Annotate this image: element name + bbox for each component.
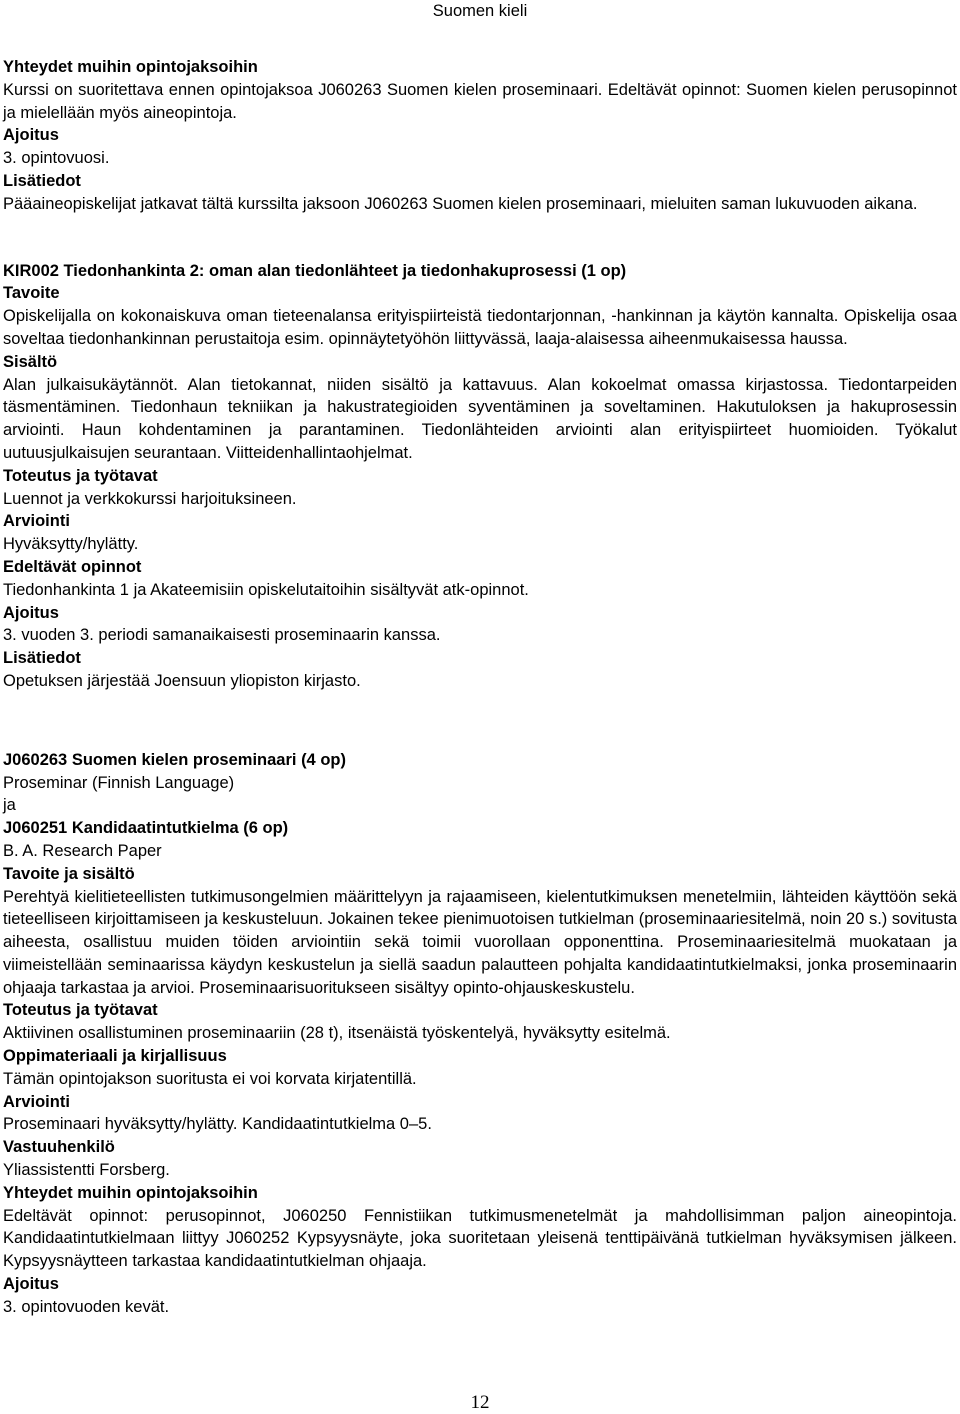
heading-lisatiedot: Lisätiedot [3, 649, 81, 668]
text-tavoite-sisalto: Perehtyä kielitieteellisten tutkimusongelmien määrittelyyn ja rajaamiseen, kielentutkimuksen menetelmiin, lähteiden käyttöön sekä tieteelliseen kirjoittamiseen ja keskusteluun. Jokainen tekee pienimuotoisen tutkielman (proseminaariesitelmä, noin 20 s.) sovitusta aiheesta, osallistuu muiden töiden arviointiin sekä toimii vuorollaan opponenttina. Proseminaariesitelmä muokataan ja viimeistellään seminaarissa käydyn keskustelun ja siellä saadun palautteen pohjalta kandidaatintutkielmaksi, jonka proseminaarin ohjaaja tarkastaa ja arvioi. Proseminaarisuoritukseen sisältyy opinto-ohjauskeskustelu. [3, 887, 957, 997]
text-ajoitus: 3. vuoden 3. periodi samanaikaisesti proseminaarin kanssa. [3, 626, 441, 645]
text-arviointi: Hyväksytty/hylätty. [3, 535, 139, 554]
heading-toteutus: Toteutus ja työtavat [3, 466, 158, 485]
conjunction-ja: ja [3, 796, 16, 815]
course-subtitle-j060251: B. A. Research Paper [3, 841, 162, 860]
heading-edeltavat: Edeltävät opinnot [3, 557, 142, 576]
heading-lisatiedot: Lisätiedot [3, 171, 81, 190]
heading-vastuuhenkilo: Vastuuhenkilö [3, 1138, 115, 1157]
heading-sisalto: Sisältö [3, 352, 58, 371]
text-lisatiedot: Opetuksen järjestää Joensuun yliopiston kirjasto. [3, 671, 361, 690]
text-toteutus: Aktiivinen osallistuminen proseminaariin (28 t), itsenäistä työskentelyä, hyväksytty esitelmä. [3, 1024, 671, 1043]
section-j060263 [3, 749, 957, 1319]
text-oppimateriaali: Tämän opintojakson suoritusta ei voi korvata kirjatentillä. [3, 1069, 417, 1088]
course-title-kir002: KIR002 Tiedonhankinta 2: oman alan tiedonlähteet ja tiedonhakuprosessi (1 op) [3, 261, 627, 280]
text-ajoitus: 3. opintovuoden kevät. [3, 1297, 170, 1316]
heading-ajoitus: Ajoitus [3, 1275, 59, 1294]
heading-yhteydet: Yhteydet muihin opintojaksoihin [3, 1183, 258, 1202]
section-kir002 [3, 260, 957, 693]
course-subtitle-j060263: Proseminar (Finnish Language) [3, 773, 235, 792]
page-number: 12 [470, 1392, 490, 1413]
heading-ajoitus: Ajoitus [3, 126, 59, 145]
text-lisatiedot: Pääaineopiskelijat jatkavat tältä kurssilta jaksoon J060263 Suomen kielen proseminaari, mieluiten saman lukuvuoden aikana. [3, 194, 918, 213]
course-title-j060251: J060251 Kandidaatintutkielma (6 op) [3, 819, 289, 838]
header-title: Suomen kieli [432, 2, 528, 20]
heading-toteutus: Toteutus ja työtavat [3, 1001, 158, 1020]
course-title-j060263: J060263 Suomen kielen proseminaari (4 op) [3, 750, 346, 769]
heading-yhteydet: Yhteydet muihin opintojaksoihin [3, 58, 258, 76]
section-previous-course-info [3, 56, 957, 216]
text-vastuuhenkilo: Yliassistentti Forsberg. [3, 1161, 170, 1180]
heading-arviointi: Arviointi [3, 512, 70, 531]
text-arviointi: Proseminaari hyväksytty/hylätty. Kandidaatintutkielma 0–5. [3, 1115, 432, 1134]
text-yhteydet: Edeltävät opinnot: perusopinnot, J060250 Fennistiikan tutkimusmenetelmät ja mahdollisimman paljon aineopintoja. Kandidaatintutkielmaan liittyy J060252 Kypsyysnäyte, joka suoritetaan yleisenä tenttipäivänä tutkielman hyväksymisen jälkeen. Kypsyysnäytteen tarkastaa kandidaatintutkielman ohjaaja. [3, 1206, 957, 1271]
page-header [0, 0, 960, 22]
text-sisalto: Alan julkaisukäytännöt. Alan tietokannat, niiden sisältö ja kattavuus. Alan kokoelmat omassa kirjastossa. Tiedontarpeiden täsmentäminen. Tiedonhaun tekniikan ja hakustrategioiden syventäminen ja soveltaminen. Hakutuloksen ja hakuprosessin arviointi. Haun kohdentaminen ja parantaminen. Tiedonlähteiden arviointi alan erityispiirteet huomioiden. Työkalut uutuusjulkaisujen seurantaan. Viitteidenhallintaohjelmat. [3, 375, 957, 462]
heading-ajoitus: Ajoitus [3, 603, 59, 622]
text-ajoitus: 3. opintovuosi. [3, 149, 110, 168]
heading-arviointi: Arviointi [3, 1092, 70, 1111]
text-edeltavat: Tiedonhankinta 1 ja Akateemisiin opiskelutaitoihin sisältyvät atk-opinnot. [3, 580, 529, 599]
heading-oppimateriaali: Oppimateriaali ja kirjallisuus [3, 1047, 227, 1066]
heading-tavoite: Tavoite [3, 284, 60, 303]
heading-tavoite-sisalto: Tavoite ja sisältö [3, 864, 135, 883]
document-body [3, 56, 957, 1319]
text-tavoite: Opiskelijalla on kokonaiskuva oman tieteenalansa erityispiirteistä tiedontarjonnan, -hankinnan ja käytön kannalta. Opiskelija osaa soveltaa tiedonhankinnan perustaitoja esim. opinnäytetyöhön liittyvässä, laaja-alaisessa aiheenmukaisessa haussa. [3, 307, 957, 348]
text-toteutus: Luennot ja verkkokurssi harjoituksineen. [3, 489, 297, 508]
text-yhteydet: Kurssi on suoritettava ennen opintojaksoa J060263 Suomen kielen proseminaari. Edeltävät opinnot: Suomen kielen perusopinnot ja mielellään myös aineopintoja. [3, 80, 957, 122]
